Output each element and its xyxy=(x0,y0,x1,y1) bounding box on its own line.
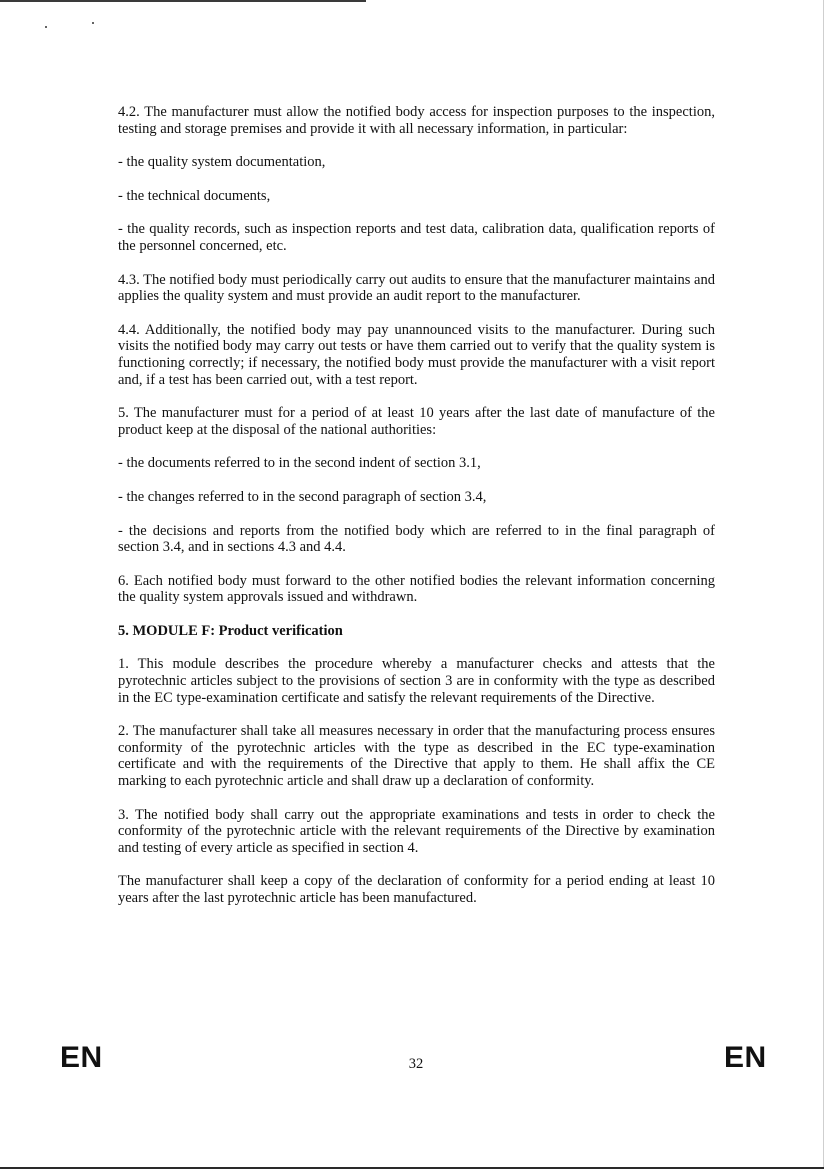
footer-language-right: EN xyxy=(724,1041,767,1074)
section-heading: 5. MODULE F: Product verification xyxy=(118,622,343,639)
paragraph: 1. This module describes the procedure whereby a manufacturer checks and attests that the pyrotechnic articles subject to the provisions of section 3 are in conformity with the type as described in the EC type-examination certificate and satisfy the relevant requirements of the Directive. xyxy=(118,656,715,706)
list-item: - the documents referred to in the second indent of section 3.1, xyxy=(118,455,481,472)
list-item: - the quality records, such as inspection reports and test data, calibration data, qualification reports of the personnel concerned, etc. xyxy=(118,221,715,254)
list-item: - the technical documents, xyxy=(118,187,271,204)
paragraph: 4.3. The notified body must periodically carry out audits to ensure that the manufacturer maintains and applies the quality system and must provide an audit report to the manufacturer. xyxy=(118,271,715,305)
list-item: - the decisions and reports from the notified body which are referred to in the final paragraph of section 3.4, and in sections 4.3 and 4.4. xyxy=(118,522,715,556)
scan-speck xyxy=(92,22,94,24)
paragraph: 5. The manufacturer must for a period of at least 10 years after the last date of manufacture of the product keep at the disposal of the national authorities: xyxy=(118,405,715,438)
scan-speck xyxy=(45,26,47,28)
scan-border-top xyxy=(0,0,366,2)
list-item: - the changes referred to in the second paragraph of section 3.4, xyxy=(118,488,487,505)
paragraph: 6. Each notified body must forward to the other notified bodies the relevant information concerning the quality system approvals issued and withdrawn. xyxy=(118,572,715,606)
paragraph: 4.2. The manufacturer must allow the notified body access for inspection purposes to the inspection, testing and storage premises and provide it with all necessary information, in particular: xyxy=(118,104,715,137)
document-body xyxy=(118,104,715,924)
list-item: - the quality system documentation, xyxy=(118,154,326,171)
paragraph: 3. The notified body shall carry out the appropriate examinations and tests in order to check the conformity of the pyrotechnic article with the relevant requirements of the Directive by examination and testing of every article as specified in section 4. xyxy=(118,806,715,856)
paragraph: The manufacturer shall keep a copy of the declaration of conformity for a period ending at least 10 years after the last pyrotechnic article has been manufactured. xyxy=(118,873,715,906)
paragraph: 2. The manufacturer shall take all measures necessary in order that the manufacturing process ensures conformity of the pyrotechnic articles with the type as described in the EC type-examination certificate and with the requirements of the Directive that apply to them. He shall affix the CE marking to each pyrotechnic article and shall draw up a declaration of conformity. xyxy=(118,723,715,790)
paragraph: 4.4. Additionally, the notified body may pay unannounced visits to the manufacturer. During such visits the notified body may carry out tests or have them carried out to verify that the quality system is functioning correctly; if necessary, the notified body must provide the manufacturer with a visit report and, if a test has been carried out, with a test report. xyxy=(118,321,715,388)
footer-language-left: EN xyxy=(60,1041,103,1074)
page-number: 32 xyxy=(408,1056,424,1072)
